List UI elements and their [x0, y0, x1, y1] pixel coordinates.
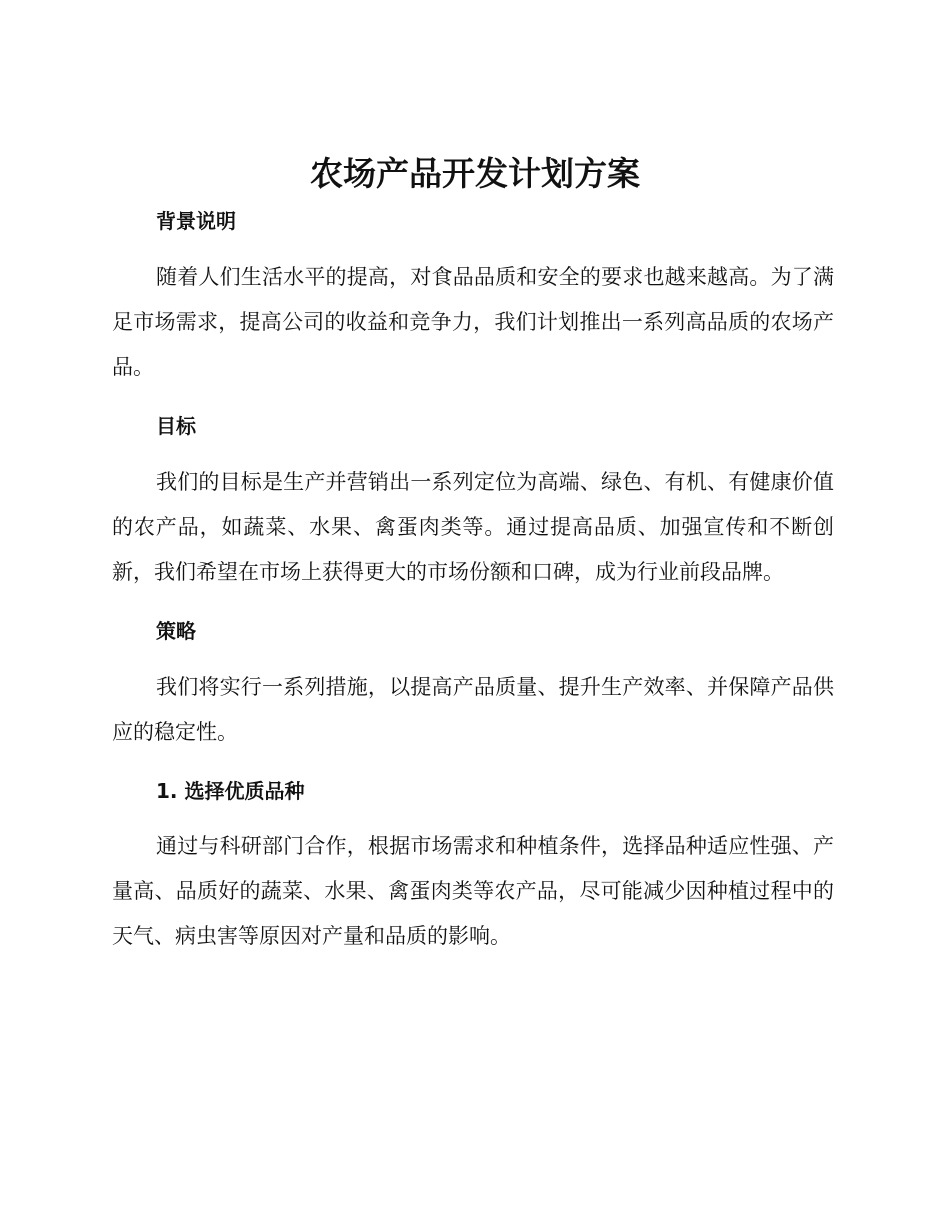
section-paragraph-background: 随着人们生活水平的提高，对食品品质和安全的要求也越来越高。为了满足市场需求，提高公司的收益和竞争力，我们计划推出一系列高品质的农场产品。	[112, 265, 834, 379]
section-paragraph-goal: 我们的目标是生产并营销出一系列定位为高端、绿色、有机、有健康价值的农产品，如蔬菜、水果、禽蛋肉类等。通过提高品质、加强宣传和不断创新，我们希望在市场上获得更大的市场份额和口碑，成为行业前段品牌。	[112, 470, 834, 584]
document-title: 农场产品开发计划方案	[310, 154, 640, 193]
section-heading-strategy: 策略	[156, 619, 196, 643]
section-heading-goal: 目标	[156, 414, 196, 438]
section-paragraph-variety: 通过与科研部门合作，根据市场需求和种植条件，选择品种适应性强、产量高、品质好的蔬菜、水果、禽蛋肉类等农产品，尽可能减少因种植过程中的天气、病虫害等原因对产量和品质的影响。	[112, 834, 834, 948]
section-heading-variety: 1. 选择优质品种	[156, 779, 305, 803]
section-heading-background: 背景说明	[156, 209, 236, 233]
section-paragraph-strategy: 我们将实行一系列措施，以提高产品质量、提升生产效率、并保障产品供应的稳定性。	[112, 675, 834, 744]
